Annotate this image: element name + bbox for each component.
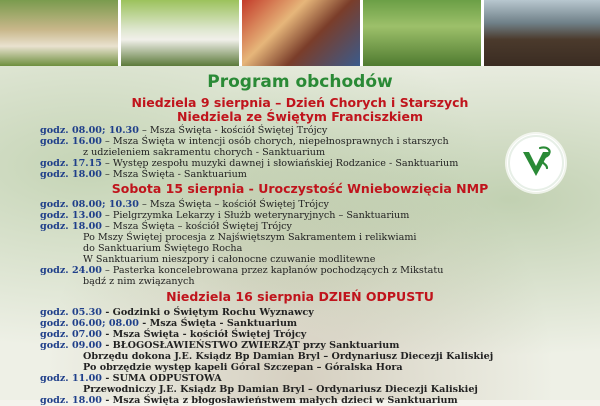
list-item: godz. 13.00 – Pielgrzymka Lekarzy i Służb weterynaryjnych – Sanktuarium — [40, 210, 410, 221]
day-heading-1 — [0, 96, 600, 124]
veterinary-logo-icon — [507, 134, 565, 192]
photo-balloons-crowd — [121, 0, 239, 66]
day-subtitle: Niedziela ze Świętym Franciszkiem — [177, 109, 423, 124]
list-item: godz. 24.00 – Pasterka koncelebrowana przez kapłanów pochodzących z Mikstatu — [40, 265, 444, 276]
list-item: do Sanktuarium Świętego Rocha — [83, 243, 243, 254]
list-item: godz. 07.00 - Msza Święta - kościół Świętej Trójcy — [40, 329, 307, 340]
list-item: godz. 18.00 – Msza Święta – kościół Świętej Trójcy — [40, 221, 292, 232]
list-item: Po obrzędzie występ kapeli Góral Szczepan – Góralska Hora — [83, 362, 403, 373]
list-item: Obrzędu dokona J.E. Ksiądz Bp Damian Bryl – Ordynariusz Diecezji Kaliskiej — [83, 351, 494, 362]
list-item: Przewodniczy J.E. Ksiądz Bp Damian Bryl – Ordynariusz Diecezji Kaliskiej — [83, 384, 478, 395]
photo-strip — [0, 0, 600, 66]
list-item: godz. 06.00; 08.00 - Msza Święta - Sanktuarium — [40, 318, 298, 329]
list-item: godz. 17.15 – Występ zespołu muzyki dawnej i słowiańskiej Rodzanice - Sanktuarium — [40, 158, 459, 169]
program-content — [0, 66, 600, 406]
list-item: godz. 18.00 - Msza Święta z błogosławieństwem małych dzieci w Sanktuarium — [40, 395, 458, 406]
page-title: Program obchodów — [207, 72, 393, 92]
list-item: W Sanktuarium nieszpory i całonocne czuwanie modlitewne — [83, 254, 376, 265]
list-item: bądź z nim związanych — [83, 276, 195, 287]
list-item: z udzieleniem sakramentu chorych - Sanktuarium — [83, 147, 326, 158]
list-item: godz. 08.00; 10.30 – Msza Święta - kościół Świętej Trójcy — [40, 125, 328, 136]
day-title: Niedziela 9 sierpnia – Dzień Chorych i Starszych — [131, 95, 469, 110]
day-title: Sobota 15 sierpnia - Uroczystość Wniebowzięcia NMP — [111, 181, 489, 196]
list-item: godz. 08.00; 10.30 – Msza Święta – kościół Świętej Trójcy — [40, 199, 329, 210]
photo-procession-horses — [0, 0, 118, 66]
list-item: godz. 09.00 - BŁOGOSŁAWIEŃSTWO ZWIERZĄT przy Sanktuarium — [40, 340, 400, 351]
photo-wooden-church — [484, 0, 600, 66]
list-item: godz. 05.30 - Godzinki o Świętym Rochu Wyznawcy — [40, 307, 314, 318]
day-heading-3 — [0, 290, 600, 304]
day-title: Niedziela 16 sierpnia DZIEŃ ODPUSTU — [166, 289, 434, 304]
list-item: godz. 11.00 - SUMA ODPUSTOWA — [40, 373, 222, 384]
photo-trees — [363, 0, 481, 66]
photo-saint-painting — [242, 0, 360, 66]
list-item: godz. 16.00 – Msza Święta w intencji osób chorych, niepełnosprawnych i starszych — [40, 136, 449, 147]
list-item: Po Mszy Świętej procesja z Najświętszym Sakramentem i relikwiami — [83, 232, 417, 243]
list-item: godz. 18.00 – Msza Święta - Sanktuarium — [40, 169, 247, 180]
